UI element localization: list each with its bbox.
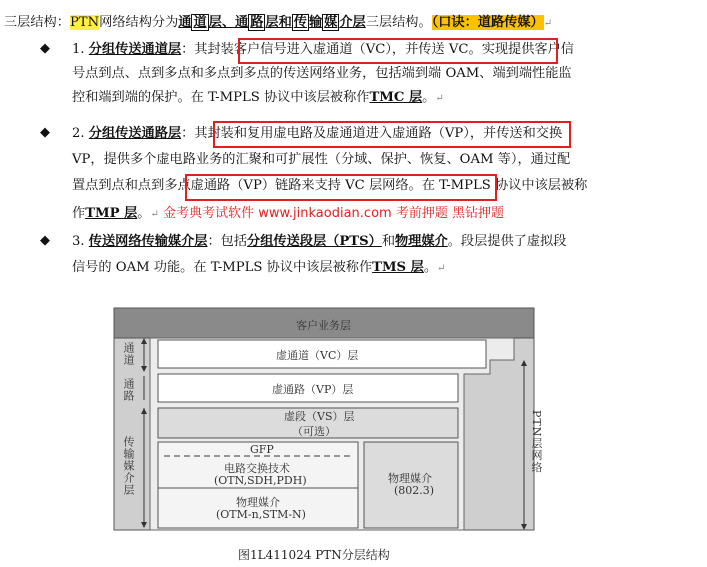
heading-suffix: 三层结构。 [365, 15, 432, 30]
item2-boxed-text: 其封装和复用虚电路及虚通道进入虚通路（VP） [194, 126, 470, 141]
client-layer-label: 客户业务层 [296, 319, 351, 332]
figure-caption: 图1L411024 PTN分层结构 [238, 548, 390, 562]
tmc-layer: TMC 层 [369, 90, 423, 105]
side-media-label: 传输媒介层 [122, 436, 135, 496]
item1-line3: 控和端到端的保护。在 T-MPLS 协议中该层被称作TMC 层。↵ [72, 90, 444, 105]
item2-line1: 2. 分组传送通路层：其封装和复用虚电路及虚通道进入虚通路（VP），并传送和交换 [72, 126, 563, 141]
item1-red-box [238, 38, 558, 64]
side-ptn-label: PTN层网络 [530, 410, 543, 474]
item3-title: 传送网络传输媒介层 [88, 234, 208, 249]
ptn-layer-diagram [100, 290, 560, 567]
item1-line1: 1. 分组传送通道层：其封装客户信号进入虚通道（VC），并传送 VC。实现提供客户信 [72, 42, 574, 57]
item3-line1: 3. 传送网络传输媒介层：包括分组传送段层（PTS）和物理媒介。段层提供了虚拟段 [72, 234, 567, 249]
phys-media-right-type: (802.3) [394, 484, 435, 497]
item2-boxed-text-2: 多点虚通路（VP）链路来支持 VC 层网络。 [164, 178, 422, 193]
item2-title: 分组传送通路层 [88, 126, 182, 141]
watermark-ad-text: 金考典考试软件 www.jinkaodian.com 考前押题 黑钻押题 [163, 206, 504, 221]
item2-line3: 置点到点和点到多点虚通路（VP）链路来支持 VC 层网络。在 T-MPLS 协议中该层被称 [72, 178, 588, 193]
vp-layer-label: 虚通路（VP）层 [272, 383, 354, 396]
vc-layer-label: 虚通道（VC）层 [276, 349, 359, 362]
pts-layer: 分组传送段层（PTS） [247, 234, 382, 249]
circuit-types-label: (OTN,SDH,PDH) [214, 474, 307, 487]
tms-layer: TMS 层 [372, 260, 424, 275]
item2-line2: VP，提供多个虚电路业务的汇聚和可扩展性（分域、保护、恢复、OAM 等），通过配 [72, 152, 571, 167]
mnemonic-highlight: （口诀：道路传媒） [431, 15, 544, 30]
vs-layer-label: 虚段（VS）层 [284, 410, 355, 423]
media-layer-term: 传 输 媒 介层 [293, 15, 366, 30]
bullet-diamond-icon: ◆ [40, 41, 50, 56]
phys-media-right-label: 物理媒介 [388, 472, 432, 485]
physical-media: 物理媒介 [395, 234, 448, 249]
path-layer-term: 通 路 层和 [235, 15, 292, 30]
paragraph-mark: ↵ [543, 18, 553, 29]
item1-boxed-text: 封装客户信号进入虚通道（VC），并传送 VC。 [207, 42, 482, 57]
item2-line4: 作TMP 层。↵ 金考典考试软件 www.jinkaodian.com 考前押题 黑钻押题 [72, 206, 504, 221]
ptn-highlight: PTN [69, 15, 100, 30]
bullet-diamond-icon: ◆ [40, 125, 50, 140]
item3-line2: 信号的 OAM 功能。在 T-MPLS 协议中该层被称作TMS 层。↵ [72, 260, 446, 275]
channel-layer-term: 通 道 层、 [178, 15, 236, 30]
phys-media-types-label: (OTM-n,STM-N) [216, 508, 306, 521]
gfp-label: GFP [250, 443, 274, 456]
bullet-diamond-icon: ◆ [40, 233, 50, 248]
item1-line2: 号点到点、点到多点和多点到多点的传送网络业务，包括端到端 OAM、端到端性能监 [72, 66, 572, 81]
side-channel-label: 通道 [122, 342, 135, 366]
phys-media-label: 物理媒介 [236, 496, 280, 509]
heading-mid: 网络结构分为 [99, 15, 179, 30]
vs-optional-label: （可选） [292, 425, 336, 438]
circuit-label: 电路交换技术 [224, 462, 290, 475]
item1-title: 分组传送通道层 [88, 42, 182, 57]
heading-prefix: 三层结构： [4, 15, 70, 30]
tmp-layer: TMP 层 [85, 206, 138, 221]
item2-red-box-1 [213, 121, 571, 148]
heading-line [4, 13, 552, 34]
side-path-label: 通路 [122, 378, 135, 402]
item2-red-box-2 [185, 174, 497, 201]
